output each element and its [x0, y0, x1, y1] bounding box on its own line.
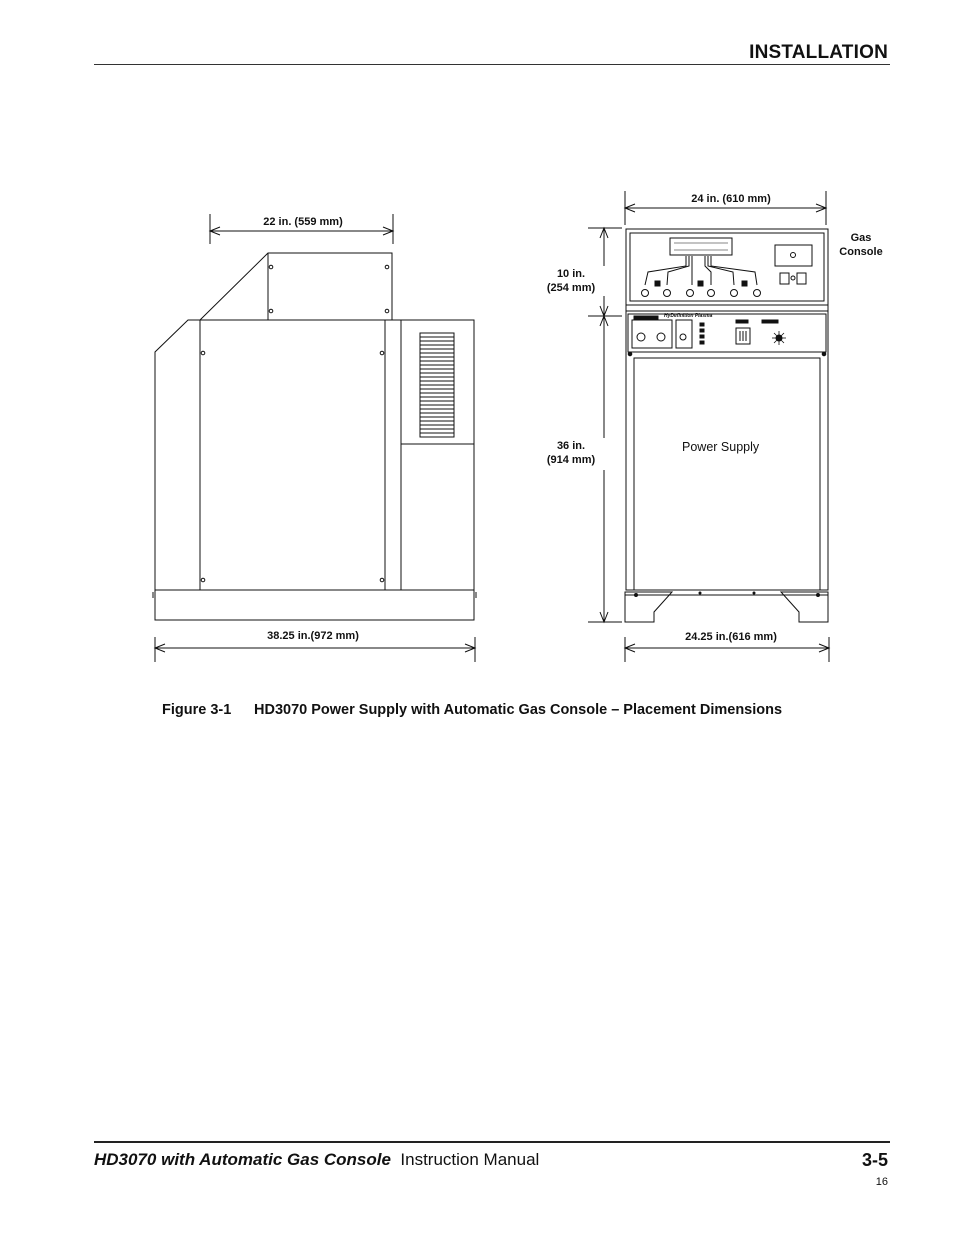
power-supply-label: Power Supply [682, 440, 760, 454]
console-height-mm: (254 mm) [546, 282, 596, 294]
supply-height-mm: (914 mm) [546, 454, 596, 466]
front-bottom-width-label: 24.25 in.(616 mm) [685, 631, 777, 643]
supply-height-label [538, 439, 604, 467]
front-view [588, 191, 829, 662]
figure-caption [162, 702, 782, 718]
figure-caption-text: HD3070 Power Supply with Automatic Gas Console – Placement Dimensions [254, 702, 783, 718]
front-top-width-label: 24 in. (610 mm) [691, 193, 771, 205]
panel-brand-label: HyDefinition Plasma [664, 313, 713, 319]
supply-height-in: 36 in. [556, 440, 586, 452]
gas-console-label-line2: Console [839, 246, 883, 258]
footer-page-number: 3-5 [861, 1150, 888, 1170]
section-title: INSTALLATION [749, 42, 888, 63]
gas-console-label-line1: Gas [850, 232, 872, 244]
side-view [153, 214, 476, 662]
footer-rule [94, 1141, 890, 1143]
console-height-in: 10 in. [556, 268, 586, 280]
console-height-label [538, 267, 604, 295]
footer-pdf-page: 16 [875, 1176, 888, 1188]
footer-product: HD3070 with Automatic Gas Console [94, 1150, 391, 1169]
side-overall-depth-label: 38.25 in.(972 mm) [267, 630, 359, 642]
footer-manual: Instruction Manual [400, 1150, 540, 1169]
gas-console-label [830, 231, 892, 259]
figure-number: Figure 3-1 [162, 702, 232, 718]
footer-title [94, 1150, 539, 1170]
side-top-width-label: 22 in. (559 mm) [263, 216, 343, 228]
